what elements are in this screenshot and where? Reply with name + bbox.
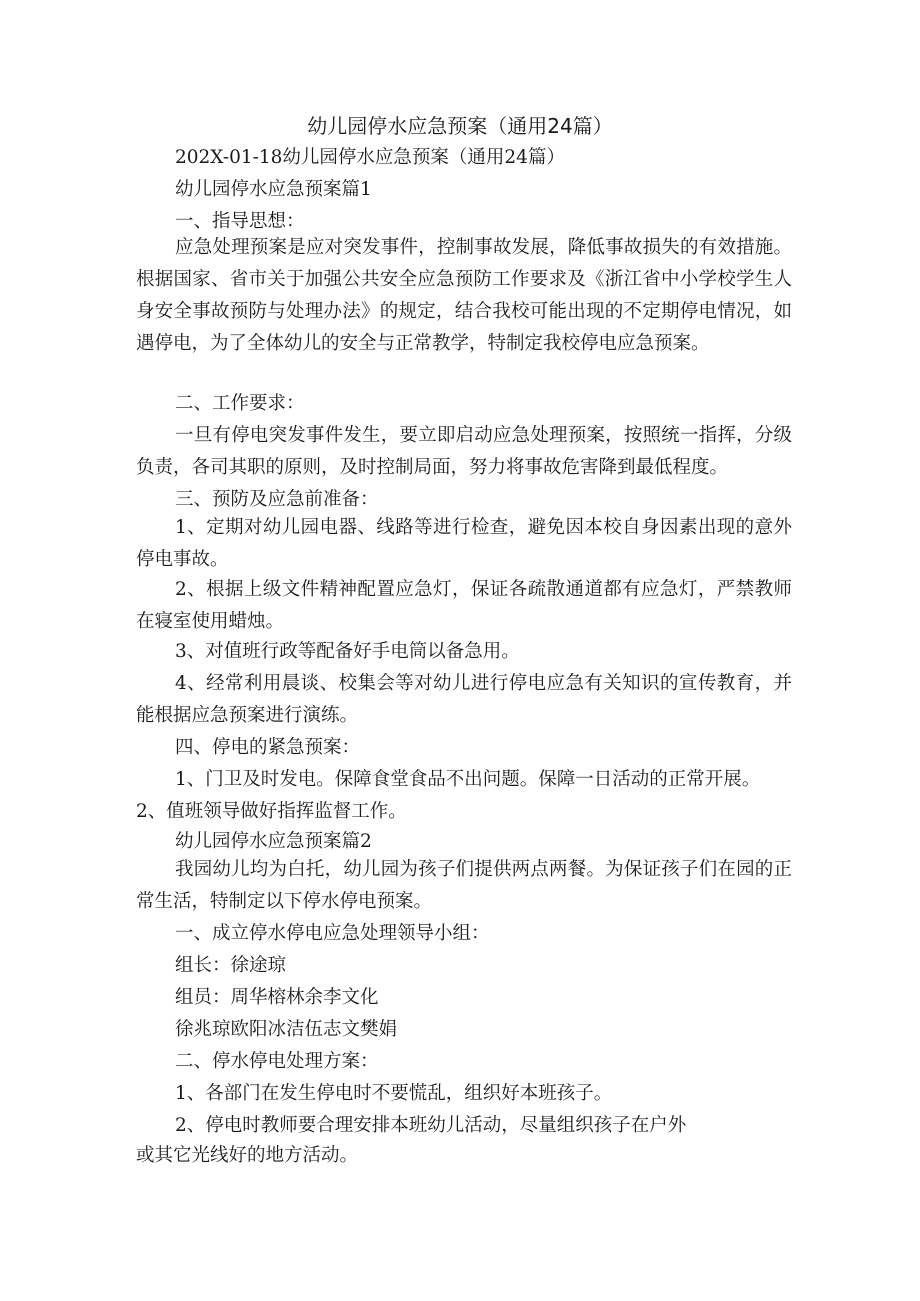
s1-heading-work-requirements: 二、工作要求： [175,393,305,414]
s1-heading-preparation: 三、预防及应急前准备： [175,489,379,510]
s2-paragraph-3b: 或其它光线好的地方活动。 [136,1145,359,1166]
s2-group-members-continued: 徐兆琼欧阳冰洁伍志文樊娟 [175,1019,398,1040]
document-title: 幼儿园停水应急预案（通用24篇） [307,114,613,138]
s2-paragraph-2: 1、各部门在发生停电时不要慌乱，组织好本班孩子。 [175,1083,613,1104]
section-1-heading: 幼儿园停水应急预案篇1 [175,179,372,200]
s2-group-leader: 组长：徐途琼 [175,955,287,976]
s1-paragraph-3: 1、定期对幼儿园电器、线路等进行检查，避免因本校自身因素出现的意外停电事故。 [136,517,792,570]
s2-heading-handling-plan: 二、停水停电处理方案： [175,1051,379,1072]
document-subtitle: 202X-01-18幼儿园停水应急预案（通用24篇） [175,147,565,168]
s1-heading-emergency-plan: 四、停电的紧急预案： [175,737,361,758]
s1-heading-guiding-thought: 一、指导思想： [175,211,305,232]
s1-paragraph-6: 4、经常利用晨谈、校集会等对幼儿进行停电应急有关知识的宣传教育，并能根据应急预案进行演练。 [136,673,792,726]
s1-paragraph-5: 3、对值班行政等配备好手电筒以备急用。 [175,641,520,662]
s2-group-members: 组员：周华榕林余李文化 [175,987,379,1008]
s2-paragraph-3a: 2、停电时教师要合理安排本班幼儿活动，尽量组织孩子在户外 [175,1115,687,1136]
s1-paragraph-7a: 1、门卫及时发电。保障食堂食品不出问题。保障一日活动的正常开展。 [175,769,761,790]
s1-paragraph-4: 2、根据上级文件精神配置应急灯，保证各疏散通道都有应急灯，严禁教师在寝室使用蜡烛。 [136,579,792,632]
s2-heading-leadership-group: 一、成立停水停电应急处理领导小组： [175,923,490,944]
s1-paragraph-7b: 2、值班领导做好指挥监督工作。 [136,801,407,822]
s1-paragraph-2: 一旦有停电突发事件发生，要立即启动应急处理预案，按照统一指挥，分级负责，各司其职的原则，及时控制局面，努力将事故危害降到最低程度。 [136,425,792,478]
s1-paragraph-1: 应急处理预案是应对突发事件，控制事故发展，降低事故损失的有效措施。根据国家、省市关于加强公共安全应急预防工作要求及《浙江省中小学校学生人身安全事故预防与处理办法》的规定，结合我校可能出现的不定期停电情况，如遇停电，为了全体幼儿的安全与正常教学，特制定我校停电应急预案。 [136,237,792,354]
section-2-heading: 幼儿园停水应急预案篇2 [175,831,372,852]
s2-paragraph-1: 我园幼儿均为白托，幼儿园为孩子们提供两点两餐。为保证孩子们在园的正常生活，特制定以下停水停电预案。 [136,859,792,912]
